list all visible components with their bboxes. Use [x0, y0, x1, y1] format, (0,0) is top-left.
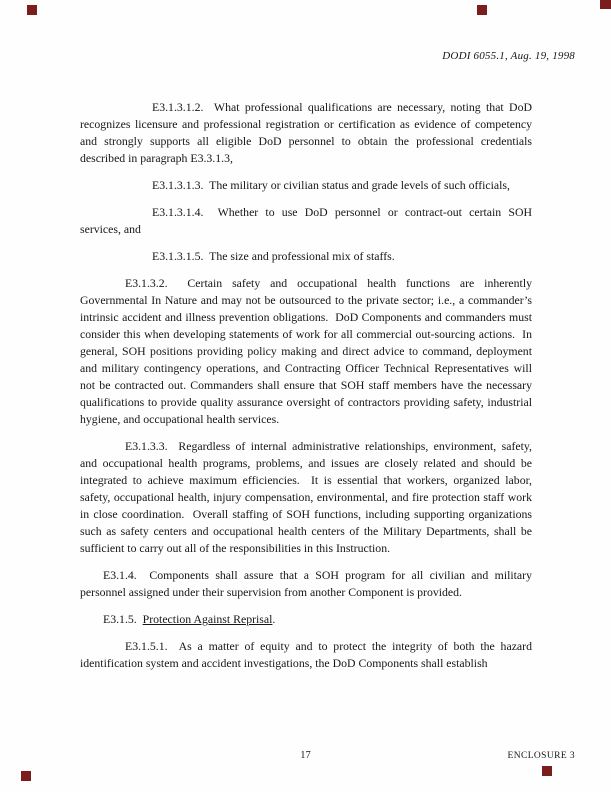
registration-mark — [21, 771, 31, 781]
paragraph — [80, 638, 532, 672]
paragraph — [80, 567, 532, 601]
paragraph-text: E3.1.3.1.4. Whether to use DoD personnel or contract-out certain SOH services, and — [80, 205, 532, 236]
paragraph — [80, 438, 532, 557]
enclosure-label: ENCLOSURE 3 — [507, 751, 575, 761]
paragraph — [80, 611, 532, 628]
paragraph-text: . — [272, 612, 276, 626]
paragraph-text: E3.1.3.1.5. The size and professional mix of staffs. — [152, 249, 395, 263]
registration-mark — [27, 5, 37, 15]
paragraph — [80, 248, 532, 265]
page-number: 17 — [300, 750, 311, 761]
paragraph — [80, 204, 532, 238]
paragraph-text: E3.1.5. — [103, 612, 143, 626]
paragraph — [80, 99, 532, 167]
document-footer — [0, 750, 611, 770]
paragraph — [80, 177, 532, 194]
paragraph-text: E3.1.3.1.2. What professional qualifications are necessary, noting that DoD recognizes licensure and professional registration or certification as evidence of competency and strongly supports all eligible DoD personnel to obtain the professional credentials described in paragraph E3.3.1.3, — [80, 100, 532, 165]
document-header — [80, 50, 575, 62]
registration-mark — [477, 5, 487, 15]
paragraph-text: E3.1.3.2. Certain safety and occupational health functions are inherently Governmental In Nature and may not be outsourced to the private sector; i.e., a commander’s intrinsic accident and illness prevention obligations. DoD Components and commanders must consider this when developing statements of work for all commercial out-sourcing actions. In general, SOH positions providing policy making and direct advice to command, deployment and military contingency operations, and Contracting Officer Technical Representatives will not be contracted out. Commanders shall ensure that SOH staff members have the necessary qualifications to provide quality assurance oversight of contractors providing safety, industrial hygiene, and occupational health services. — [80, 276, 532, 426]
paragraph-text: E3.1.3.3. Regardless of internal administrative relationships, environment, safety, and occupational health programs, problems, and issues are closely related and should be integrated to achieve maximum efficiencies. It is essential that workers, organized labor, safety, occupational health, injury compensation, environmental, and fire protection staff work in close coordination. Overall staffing of SOH functions, including supporting organizations such as safety centers and occupational health centers of the Military Departments, shall be sufficient to carry out all of the responsibilities in this Instruction. — [80, 439, 532, 555]
paragraph — [80, 275, 532, 428]
document-citation: DODI 6055.1, Aug. 19, 1998 — [442, 50, 575, 62]
paragraph-text: E3.1.5.1. As a matter of equity and to protect the integrity of both the hazard identification system and accident investigations, the DoD Components shall establish — [80, 639, 532, 670]
underlined-heading: Protection Against Reprisal — [142, 612, 273, 626]
registration-mark — [600, 0, 611, 9]
document-body — [80, 99, 532, 682]
paragraph-text: E3.1.3.1.3. The military or civilian status and grade levels of such officials, — [152, 178, 510, 192]
paragraph-text: E3.1.4. Components shall assure that a SOH program for all civilian and military personnel assigned under their supervision from another Component is provided. — [80, 568, 532, 599]
